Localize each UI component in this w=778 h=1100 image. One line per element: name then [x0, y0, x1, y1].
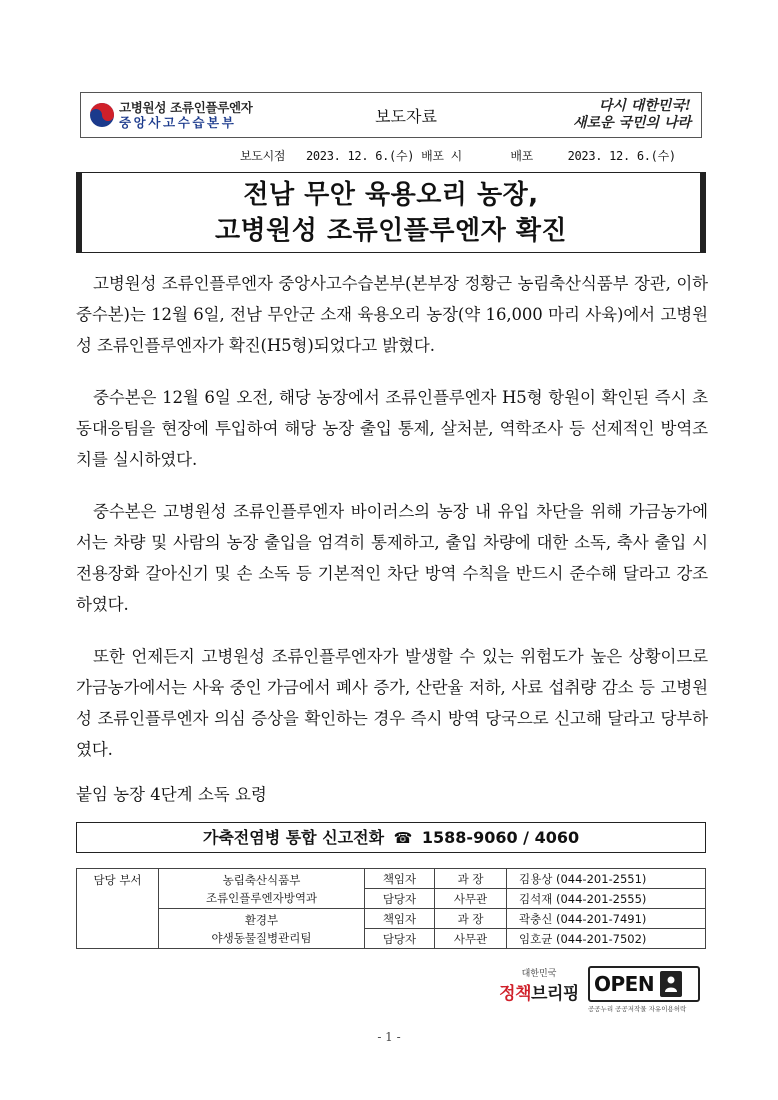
release-info: 보도시점 2023. 12. 6.(수) 배포 시 배포 2023. 12. 6.(수) — [240, 149, 676, 163]
person-cell: 임호균 (044-201-7502) — [507, 929, 706, 949]
hotline-label: 가축전염병 통합 신고전화 — [202, 828, 385, 847]
doc-type-label: 보도자료 — [375, 106, 437, 126]
person-cell: 김용상 (044-201-2551) — [507, 869, 706, 889]
kogl-open-license-logo — [588, 966, 700, 1002]
briefing-logo-main: 정책브리핑 — [499, 984, 579, 1004]
headline-line2: 고병원성 조류인플루엔자 확진 — [214, 216, 568, 246]
slogan-line2: 새로운 국민의 나라 — [573, 115, 691, 131]
report-hotline — [76, 822, 706, 853]
footer-logos — [498, 966, 700, 1013]
paragraph: 중수본은 12월 6일 오전, 해당 농장에서 조류인플루엔자 H5형 항원이 확인된 즉시 초동대응팀을 현장에 투입하여 해당 농장 출입 통제, 살처분, 역학조사 등 선제적인 방역조치를 실시하였다. — [76, 388, 708, 469]
agency-logo — [81, 100, 331, 130]
title-cell: 과 장 — [435, 869, 507, 889]
headline-box — [76, 172, 706, 253]
headline-line1: 전남 무안 육용오리 농장, — [243, 180, 539, 210]
attachment-note: 붙임 농장 4단계 소독 요령 — [76, 785, 267, 804]
title-cell: 사무관 — [435, 889, 507, 909]
government-slogan — [481, 98, 701, 132]
role-cell: 담당자 — [365, 889, 435, 909]
role-cell: 책임자 — [365, 909, 435, 929]
table-row — [77, 909, 706, 929]
person-icon — [664, 975, 678, 993]
org-division: 조류인플루엔자방역과 — [205, 890, 318, 905]
person-cell: 김석재 (044-201-2555) — [507, 889, 706, 909]
role-cell: 책임자 — [365, 869, 435, 889]
person-cell: 곽충신 (044-201-7491) — [507, 909, 706, 929]
org-cell — [159, 869, 365, 909]
dept-label: 담당 부서 — [77, 869, 159, 949]
org-name-line2: 중앙사고수습본부 — [119, 115, 237, 130]
paragraph: 또한 언제든지 고병원성 조류인플루엔자가 발생할 수 있는 위험도가 높은 상황이므로 가금농가에서는 사육 중인 가금에서 폐사 증가, 산란율 저하, 사료 섭취량 감소 등 고병원성 조류인플루엔자 의심 증상을 확인하는 경우 즉시 방역 당국으로 신고해 달라고 당부하였다. — [76, 647, 708, 759]
phone-icon: ☎ — [393, 829, 413, 847]
paragraph: 고병원성 조류인플루엔자 중앙사고수습본부(본부장 정황근 농림축산식품부 장관, 이하 중수본)는 12월 6일, 전남 무안군 소재 육용오리 농장(약 16,000 마리 사육)에서 고병원성 조류인플루엔자가 확진(H5형)되었다고 밝혔다. — [76, 274, 708, 355]
policy-briefing-logo — [498, 966, 580, 1004]
taegeuk-emblem-icon — [89, 102, 115, 128]
attribution-badge-icon — [660, 971, 682, 997]
contact-table — [76, 868, 706, 949]
title-cell: 사무관 — [435, 929, 507, 949]
title-cell: 과 장 — [435, 909, 507, 929]
press-header — [80, 92, 702, 138]
table-row — [77, 869, 706, 889]
org-division: 야생동물질병관리팀 — [211, 930, 312, 945]
open-license-caption: 공공누리 공공저작물 자유이용허락 — [588, 1005, 687, 1013]
role-cell: 담당자 — [365, 929, 435, 949]
org-name: 농림축산식품부 — [222, 872, 301, 887]
org-cell — [159, 909, 365, 949]
open-label: OPEN — [594, 972, 655, 996]
article-body — [76, 268, 708, 786]
page-number: - 1 - — [377, 1030, 401, 1044]
org-name: 환경부 — [244, 912, 279, 927]
slogan-line1: 다시 대한민국! — [598, 98, 691, 114]
briefing-logo-top: 대한민국 — [521, 969, 557, 979]
paragraph: 중수본은 고병원성 조류인플루엔자 바이러스의 농장 내 유입 차단을 위해 가금농가에서는 차량 및 사람의 농장 출입을 엄격히 통제하고, 출입 차량에 대한 소독, 축사 출입 시 전용장화 갈아신기 및 손 소독 등 기본적인 차단 방역 수칙을 반드시 준수해 달라고 강조하였다. — [76, 502, 708, 614]
org-name-line1: 고병원성 조류인플루엔자 — [119, 100, 253, 115]
hotline-numbers: 1588-9060 / 4060 — [421, 828, 580, 847]
